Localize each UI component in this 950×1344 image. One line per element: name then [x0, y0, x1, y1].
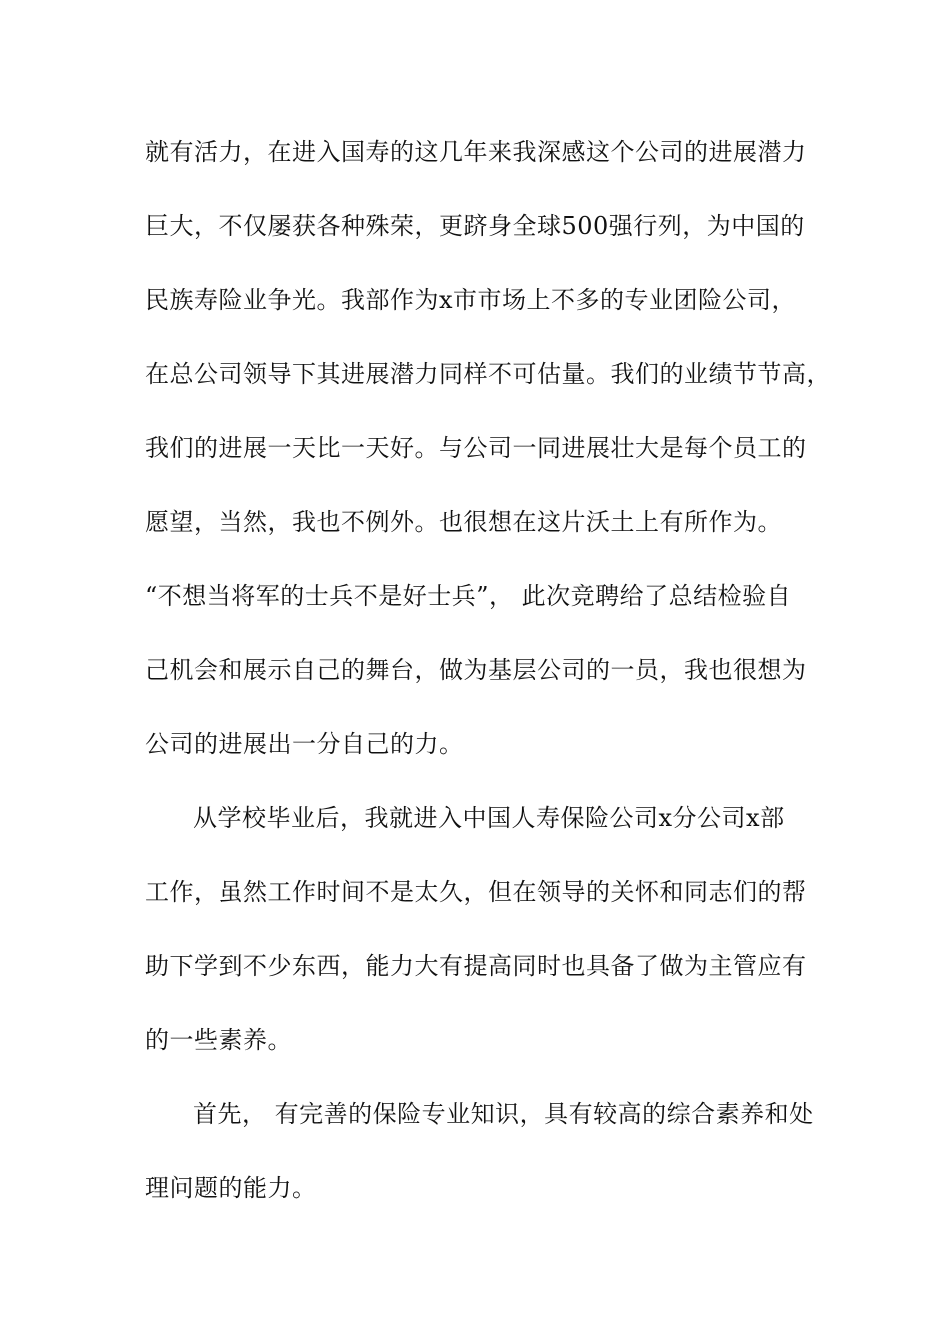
- text-line: 在总公司领导下其进展潜力同样不可估量。我们的业绩节节高，: [145, 360, 831, 388]
- text-line: 公司的进展出一分自己的力。: [145, 730, 464, 758]
- paragraph-first-line: 首先， 有完善的保险专业知识，具有较高的综合素养和处: [193, 1100, 814, 1128]
- text-line: 助下学到不少东西，能力大有提高同时也具备了做为主管应有: [145, 952, 807, 980]
- text-line: 我们的进展一天比一天好。与公司一同进展壮大是每个员工的: [145, 434, 807, 462]
- text-line: 就有活力，在进入国寿的这几年来我深感这个公司的进展潜力: [145, 138, 807, 166]
- text-line: 理问题的能力。: [145, 1174, 317, 1202]
- text-line: 巨大，不仅屡获各种殊荣，更跻身全球500强行列，为中国的: [145, 212, 805, 240]
- paragraph-first-line: 从学校毕业后，我就进入中国人寿保险公司x分公司x部: [193, 804, 785, 832]
- text-line: “不想当将军的士兵不是好士兵”， 此次竞聘给了总结检验自: [145, 582, 792, 610]
- text-line: 民族寿险业争光。我部作为x市市场上不多的专业团险公司，: [145, 286, 797, 314]
- text-line: 工作，虽然工作时间不是太久，但在领导的关怀和同志们的帮: [145, 878, 807, 906]
- text-line: 己机会和展示自己的舞台，做为基层公司的一员，我也很想为: [145, 656, 807, 684]
- text-line: 的一些素养。: [145, 1026, 292, 1054]
- text-line: 愿望，当然，我也不例外。也很想在这片沃土上有所作为。: [145, 508, 782, 536]
